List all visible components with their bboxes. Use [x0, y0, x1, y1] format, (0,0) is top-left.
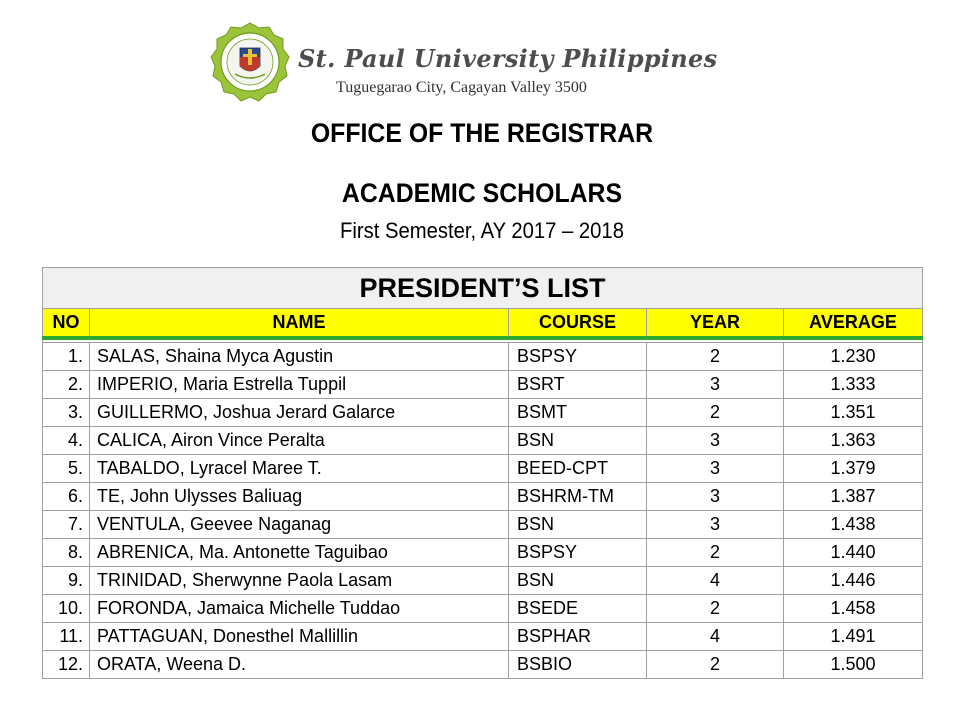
letterhead [0, 0, 964, 110]
cell-year: 2 [647, 399, 784, 427]
cell-name: ABRENICA, Ma. Antonette Taguibao [90, 539, 509, 567]
cell-average: 1.440 [784, 539, 923, 567]
cell-course: BSPHAR [509, 623, 647, 651]
cell-year: 3 [647, 371, 784, 399]
column-header-no: NO [43, 309, 90, 339]
cell-name: IMPERIO, Maria Estrella Tuppil [90, 371, 509, 399]
cell-name: SALAS, Shaina Myca Agustin [90, 343, 509, 371]
cell-average: 1.446 [784, 567, 923, 595]
cell-average: 1.230 [784, 343, 923, 371]
cell-average: 1.333 [784, 371, 923, 399]
table-row [43, 343, 923, 371]
cell-year: 4 [647, 623, 784, 651]
cell-course: BSPSY [509, 343, 647, 371]
university-seal-icon [210, 22, 290, 102]
cell-course: BSN [509, 427, 647, 455]
cell-no: 5. [43, 455, 90, 483]
cell-no: 3. [43, 399, 90, 427]
column-header-average: AVERAGE [784, 309, 923, 339]
cell-year: 3 [647, 455, 784, 483]
cell-name: GUILLERMO, Joshua Jerard Galarce [90, 399, 509, 427]
cell-name: TRINIDAD, Sherwynne Paola Lasam [90, 567, 509, 595]
cell-average: 1.438 [784, 511, 923, 539]
cell-no: 8. [43, 539, 90, 567]
cell-no: 7. [43, 511, 90, 539]
cell-course: BSMT [509, 399, 647, 427]
cell-name: TE, John Ulysses Baliuag [90, 483, 509, 511]
cell-name: PATTAGUAN, Donesthel Mallillin [90, 623, 509, 651]
column-header-year: YEAR [647, 309, 784, 339]
table-row [43, 623, 923, 651]
cell-average: 1.387 [784, 483, 923, 511]
table-row [43, 427, 923, 455]
cell-name: FORONDA, Jamaica Michelle Tuddao [90, 595, 509, 623]
cell-course: BSHRM-TM [509, 483, 647, 511]
cell-course: BSPSY [509, 539, 647, 567]
cell-year: 4 [647, 567, 784, 595]
table-header-row [43, 309, 923, 339]
cell-course: BSEDE [509, 595, 647, 623]
cell-course: BSN [509, 567, 647, 595]
table-title-row [43, 268, 923, 309]
table-row [43, 483, 923, 511]
table-row [43, 595, 923, 623]
table-row [43, 399, 923, 427]
university-name: St. Paul University Philippines [298, 44, 718, 73]
cell-name: VENTULA, Geevee Naganag [90, 511, 509, 539]
table-row [43, 371, 923, 399]
column-header-course: COURSE [509, 309, 647, 339]
cell-no: 1. [43, 343, 90, 371]
university-address: Tuguegarao City, Cagayan Valley 3500 [336, 79, 587, 96]
cell-year: 3 [647, 511, 784, 539]
cell-no: 11. [43, 623, 90, 651]
table-row [43, 455, 923, 483]
cell-year: 2 [647, 595, 784, 623]
cell-no: 4. [43, 427, 90, 455]
cell-course: BEED-CPT [509, 455, 647, 483]
cell-average: 1.379 [784, 455, 923, 483]
cell-year: 2 [647, 343, 784, 371]
cell-average: 1.363 [784, 427, 923, 455]
cell-year: 2 [647, 539, 784, 567]
cell-year: 2 [647, 651, 784, 679]
table-row [43, 511, 923, 539]
table-row [43, 567, 923, 595]
presidents-list-table [42, 267, 923, 679]
cell-average: 1.491 [784, 623, 923, 651]
page-heading: ACADEMIC SCHOLARS [341, 178, 623, 208]
cell-average: 1.351 [784, 399, 923, 427]
cell-year: 3 [647, 427, 784, 455]
cell-no: 6. [43, 483, 90, 511]
cell-average: 1.458 [784, 595, 923, 623]
cell-average: 1.500 [784, 651, 923, 679]
column-header-name: NAME [90, 309, 509, 339]
semester-subtitle: First Semester, AY 2017 – 2018 [340, 218, 624, 243]
cell-no: 10. [43, 595, 90, 623]
table-row [43, 539, 923, 567]
cell-course: BSBIO [509, 651, 647, 679]
cell-course: BSRT [509, 371, 647, 399]
cell-name: ORATA, Weena D. [90, 651, 509, 679]
table-title: PRESIDENT’S LIST [43, 268, 923, 309]
cell-no: 9. [43, 567, 90, 595]
cell-no: 2. [43, 371, 90, 399]
cell-name: TABALDO, Lyracel Maree T. [90, 455, 509, 483]
office-title: OFFICE OF THE REGISTRAR [310, 118, 654, 148]
cell-name: CALICA, Airon Vince Peralta [90, 427, 509, 455]
table-row [43, 651, 923, 679]
cell-course: BSN [509, 511, 647, 539]
cell-year: 3 [647, 483, 784, 511]
cell-no: 12. [43, 651, 90, 679]
